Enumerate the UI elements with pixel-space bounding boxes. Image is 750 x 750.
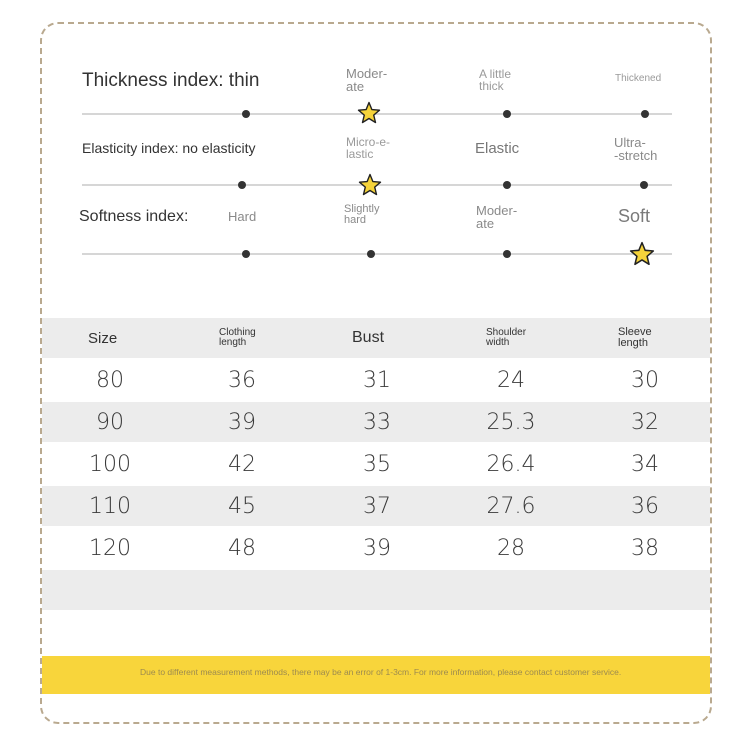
table-row bbox=[42, 444, 710, 484]
cell-clothing-length: 36 bbox=[228, 367, 256, 393]
star-icon bbox=[629, 241, 655, 267]
cell-sleeve-length: 38 bbox=[631, 535, 659, 561]
elasticity-dot-4 bbox=[640, 181, 648, 189]
table-row bbox=[42, 402, 710, 442]
cell-bust: 33 bbox=[363, 409, 391, 435]
softness-index-label: Softness index: bbox=[79, 208, 189, 225]
softness-scale-line bbox=[82, 253, 672, 255]
cell-shoulder-width: 28 bbox=[497, 535, 525, 561]
table-row bbox=[42, 360, 710, 400]
table-row bbox=[42, 528, 710, 568]
header-bust: Bust bbox=[352, 329, 385, 346]
softness-dot-3 bbox=[503, 250, 511, 258]
cell-clothing-length: 42 bbox=[228, 451, 256, 477]
softness-dot-1 bbox=[242, 250, 250, 258]
cell-bust: 35 bbox=[363, 451, 391, 477]
cell-bust: 37 bbox=[363, 493, 391, 519]
cell-clothing-length: 48 bbox=[228, 535, 256, 561]
softness-option-soft: Soft bbox=[618, 206, 651, 226]
thickness-option-a-little-thick: A little thick bbox=[479, 67, 512, 93]
cell-sleeve-length: 36 bbox=[631, 493, 659, 519]
cell-clothing-length: 45 bbox=[228, 493, 256, 519]
star-icon bbox=[358, 173, 382, 197]
thickness-dot-4 bbox=[641, 110, 649, 118]
cell-size: 120 bbox=[89, 535, 131, 561]
cell-size: 90 bbox=[96, 409, 124, 435]
cell-sleeve-length: 34 bbox=[631, 451, 659, 477]
elasticity-option-micro-elastic: Micro-e- lastic bbox=[346, 135, 390, 161]
thickness-dot-3 bbox=[503, 110, 511, 118]
cell-clothing-length: 39 bbox=[228, 409, 256, 435]
thickness-dot-1 bbox=[242, 110, 250, 118]
thickness-index-label: Thickness index: thin bbox=[82, 70, 260, 91]
cell-size: 100 bbox=[89, 451, 131, 477]
elasticity-dot-3 bbox=[503, 181, 511, 189]
cell-sleeve-length: 30 bbox=[631, 367, 659, 393]
table-row bbox=[42, 486, 710, 526]
header-clothing-length: Clothing length bbox=[219, 327, 256, 348]
header-sleeve-length: Sleeve length bbox=[618, 326, 652, 349]
softness-dot-2 bbox=[367, 250, 375, 258]
header-shoulder-width: Shoulder width bbox=[486, 327, 527, 348]
softness-option-moderate: Moder- ate bbox=[476, 203, 518, 231]
size-chart-card bbox=[40, 22, 712, 724]
cell-shoulder-width: 27.6 bbox=[486, 493, 536, 519]
star-icon bbox=[357, 101, 381, 125]
elasticity-option-ultra-stretch: Ultra- -stretch bbox=[614, 135, 658, 163]
cell-bust: 31 bbox=[363, 367, 391, 393]
cell-sleeve-length: 32 bbox=[631, 409, 659, 435]
cell-shoulder-width: 24 bbox=[497, 367, 525, 393]
thickness-option-thickened: Thickened bbox=[615, 73, 662, 84]
table-header-row bbox=[42, 318, 710, 358]
cell-size: 80 bbox=[96, 367, 124, 393]
cell-bust: 39 bbox=[363, 535, 391, 561]
thickness-option-moderate: Moder- ate bbox=[346, 66, 388, 94]
measurement-notice-text: Due to different measurement methods, there may be an error of 1-3cm. For more information, please contact customer service. bbox=[140, 667, 622, 677]
elasticity-option-elastic: Elastic bbox=[475, 140, 520, 157]
table-empty-row bbox=[42, 570, 710, 610]
cell-shoulder-width: 26.4 bbox=[486, 451, 536, 477]
header-size: Size bbox=[88, 329, 118, 347]
elasticity-dot-1 bbox=[238, 181, 246, 189]
measurement-notice-banner bbox=[42, 656, 710, 694]
elasticity-index-label: Elasticity index: no elasticity bbox=[82, 140, 256, 156]
cell-size: 110 bbox=[89, 493, 131, 519]
softness-option-slightly-hard: Slightly hard bbox=[344, 203, 380, 226]
softness-option-hard: Hard bbox=[228, 209, 257, 224]
cell-shoulder-width: 25.3 bbox=[486, 409, 536, 435]
